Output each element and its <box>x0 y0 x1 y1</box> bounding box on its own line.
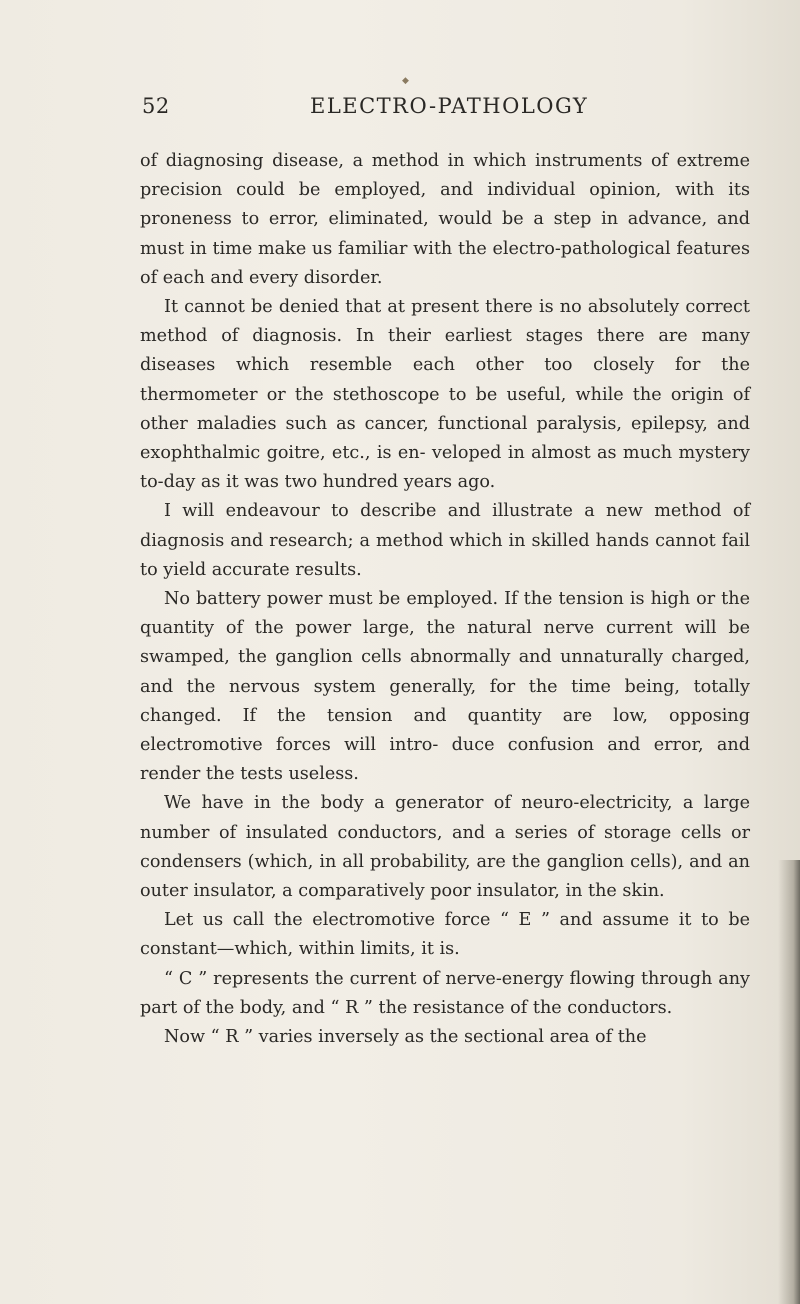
paragraph: “ C ” represents the current of nerve-energy flowing through any part of the body, and “ R ” the resistance of the conductors. <box>140 968 750 1018</box>
page-number: 52 <box>142 94 170 118</box>
body-text <box>140 147 750 1052</box>
page-edge-shadow <box>778 860 800 1304</box>
running-head: ELECTRO-PATHOLOGY <box>310 94 589 118</box>
paragraph: It cannot be denied that at present there is no absolutely correct method of diagnosis. In their earliest stages there are many diseases which resemble each other too closely for the thermometer or the stethoscope to be useful, while the origin of other maladies such as cancer, functional paralysis, epilepsy, and exophthalmic goitre, etc., is en- veloped in almost as much mystery to-day as it was two hundred years ago. <box>140 297 750 493</box>
paragraph: No battery power must be employed. If the tension is high or the quantity of the power large, the natural nerve current will be swamped, the ganglion cells abnormally and unnaturally charged, and the nervous system generally, for the time being, totally changed. If the tension and quantity are low, opposing electromotive forces will intro- duce confusion and error, and render the tests useless. <box>140 589 750 785</box>
printer-mark: ◆ <box>402 76 409 86</box>
paragraph: I will endeavour to describe and illustrate a new method of diagnosis and research; a method which in skilled hands cannot fail to yield accurate results. <box>140 501 750 580</box>
paragraph-continued: of diagnosing disease, a method in which instruments of extreme precision could be employed, and individual opinion, with its proneness to error, eliminated, would be a step in advance, and must in time make us familiar with the electro-pathological features of each and every disorder. <box>140 151 750 288</box>
paragraph-last: Now “ R ” varies inversely as the sectional area of the <box>164 1027 647 1048</box>
page-header <box>142 94 682 128</box>
paragraph: Let us call the electromotive force “ E ” and assume it to be constant—which, within limits, it is. <box>140 910 750 960</box>
paragraph: We have in the body a generator of neuro-electricity, a large number of insulated conductors, and a series of storage cells or condensers (which, in all probability, are the ganglion cells), and an outer insulator, a comparatively poor insulator, in the skin. <box>140 793 750 902</box>
